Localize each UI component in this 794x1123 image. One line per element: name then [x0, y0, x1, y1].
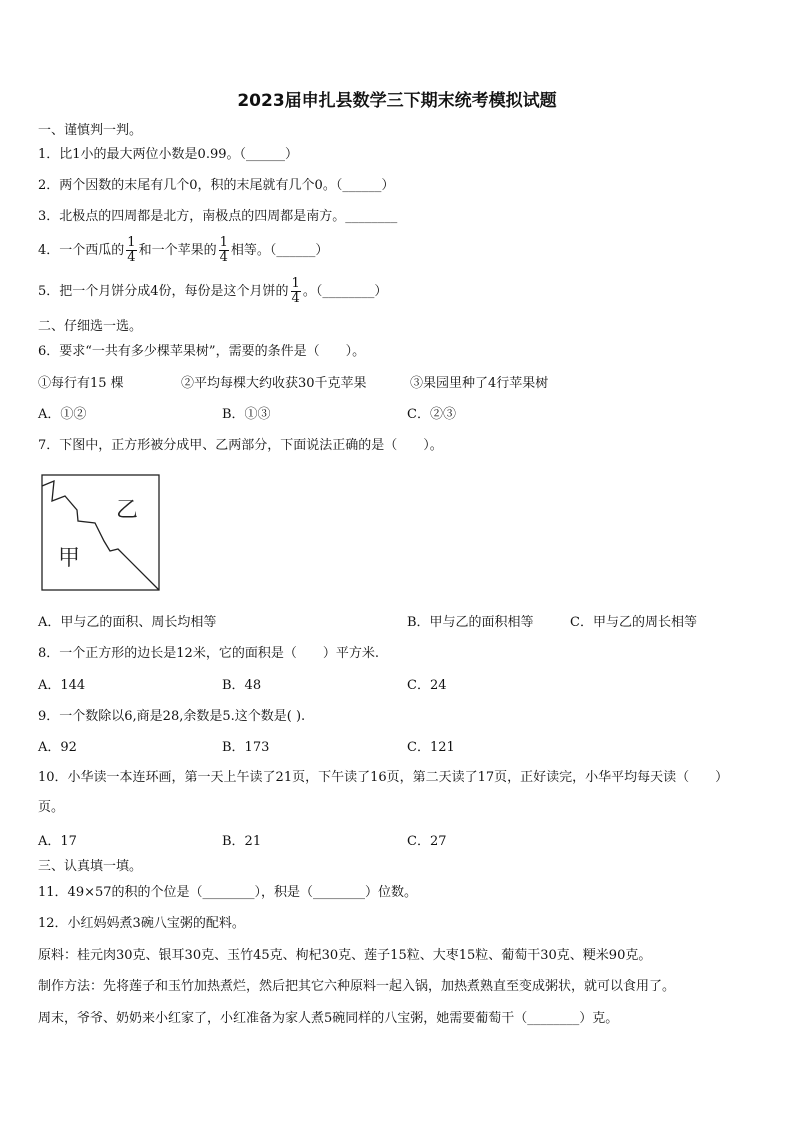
question-12-question: 周末，爷爷、奶奶来小红家了，小红准备为家人煮5碗同样的八宝粥，她需要葡萄干（________）克。: [38, 1011, 619, 1026]
question-10-option-a: A．17: [38, 834, 77, 849]
question-9-option-a: A．92: [38, 740, 77, 755]
question-2: 2．两个因数的末尾有几个0，积的末尾就有几个0。（______）: [38, 178, 395, 193]
fraction-one-quarter: $\frac{1}{4}$: [127, 235, 136, 265]
question-12-ingredients: 原料：桂元肉30克、银耳30克、玉竹45克、枸杞30克、莲子15粒、大枣15粒、葡萄干30克、粳米90克。: [38, 948, 652, 963]
square-divided-figure: [40, 473, 162, 593]
fraction-one-quarter: $\frac{1}{4}$: [219, 235, 228, 265]
question-7-option-a: A．甲与乙的面积、周长均相等: [38, 615, 217, 630]
question-1: 1．比1小的最大两位小数是0.99。（______）: [38, 147, 298, 162]
question-10-option-c: C．27: [407, 834, 447, 849]
question-8-option-c: C．24: [407, 678, 447, 693]
fraction-one-quarter: $\frac{1}{4}$: [291, 276, 300, 306]
question-11: 11．49×57的积的个位是（________），积是（________）位数。: [38, 885, 418, 900]
page-title: 2023届申扎县数学三下期末统考模拟试题: [237, 91, 557, 111]
question-5-part-b: 。（________）: [302, 284, 388, 299]
question-9-stem: 9．一个数除以6,商是28,余数是5.这个数是( ).: [38, 709, 306, 724]
question-8-option-b: B．48: [222, 678, 262, 693]
question-5: [38, 277, 387, 306]
section-heading-1: 一、谨慎判一判。: [38, 123, 143, 138]
question-9-option-b: B．173: [222, 740, 270, 755]
question-6-option-b: B．①③: [222, 407, 271, 422]
question-6-option-a: A．①②: [38, 407, 87, 422]
zigzag-divider: [42, 481, 159, 590]
question-7-option-b: B．甲与乙的面积相等: [407, 615, 534, 630]
question-8-stem: 8．一个正方形的边长是12米，它的面积是（ ）平方米.: [38, 646, 379, 661]
question-7-stem: 7．下图中，正方形被分成甲、乙两部分，下面说法正确的是（ ）。: [38, 438, 443, 453]
question-4-part-a: 4．一个西瓜的: [38, 243, 125, 258]
question-8-option-a: A．144: [38, 678, 86, 693]
question-6-condition-2: ②平均每棵大约收获30千克苹果: [181, 376, 367, 391]
question-12-method: 制作方法：先将莲子和玉竹加热煮烂，然后把其它六种原料一起入锅，加热煮熟直至变成粥状，就可以食用了。: [38, 979, 676, 994]
question-7-option-c: C．甲与乙的周长相等: [570, 615, 697, 630]
question-4-part-b: 和一个苹果的: [138, 243, 217, 258]
question-4: [38, 236, 328, 265]
question-3: 3．北极点的四周都是北方，南极点的四周都是南方。________: [38, 209, 398, 224]
section-heading-2: 二、仔细选一选。: [38, 319, 143, 334]
question-6-condition-1: ①每行有15 棵: [38, 376, 124, 391]
question-10-stem: 10．小华读一本连环画，第一天上午读了21页，下午读了16页，第二天读了17页，正好读完，小华平均每天读（ ）页。: [38, 770, 729, 815]
question-6-condition-3: ③果园里种了4行苹果树: [410, 376, 549, 391]
section-heading-3: 三、认真填一填。: [38, 859, 143, 874]
question-6-stem: 6．要求“一共有多少棵苹果树”，需要的条件是（ ）。: [38, 344, 366, 359]
label-jia: 甲: [58, 546, 81, 571]
question-6-option-c: C．②③: [407, 407, 456, 422]
question-5-part-a: 5．把一个月饼分成4份，每份是这个月饼的: [38, 284, 289, 299]
question-9-option-c: C．121: [407, 740, 455, 755]
question-12-stem: 12．小红妈妈煮3碗八宝粥的配料。: [38, 916, 245, 931]
question-4-part-c: 相等。（______）: [230, 243, 329, 258]
label-yi: 乙: [116, 498, 139, 523]
question-10-option-b: B．21: [222, 834, 262, 849]
